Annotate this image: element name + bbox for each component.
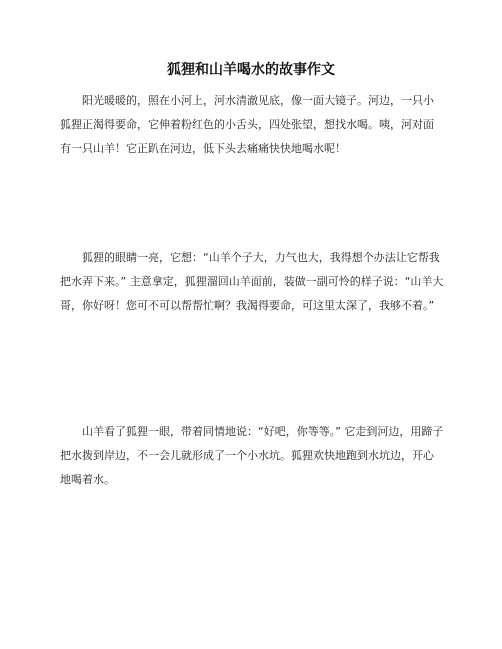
document-title: 狐狸和山羊喝水的故事作文 [167, 62, 335, 78]
paragraph-1: 阳光暖暖的，照在小河上，河水清澈见底，像一面大镜子。河边，一只小狐狸正渴得要命，它伸着粉红色的小舌头，四处张望，想找水喝。咦，河对面有一只山羊！它正趴在河边，低下头去痛痛快快地喝水呢！ [60, 94, 434, 155]
paragraph-2: 狐狸的眼睛一亮，它想：“山羊个子大，力气也大，我得想个办法让它帮我把水弄下来。” 主意拿定，狐狸溜回山羊面前，装做一副可怜的样子说：“山羊大哥，你好呀！您可不可以帮帮忙啊？我渴得要命，可这里太深了，我够不着。” [60, 251, 444, 312]
paragraph-3: 山羊看了狐狸一眼，带着同情地说：“好吧，你等等。” 它走到河边，用蹄子把水拨到岸边，不一会儿就形成了一个小水坑。狐狸欢快地跑到水坑边，开心地喝着水。 [60, 425, 444, 486]
